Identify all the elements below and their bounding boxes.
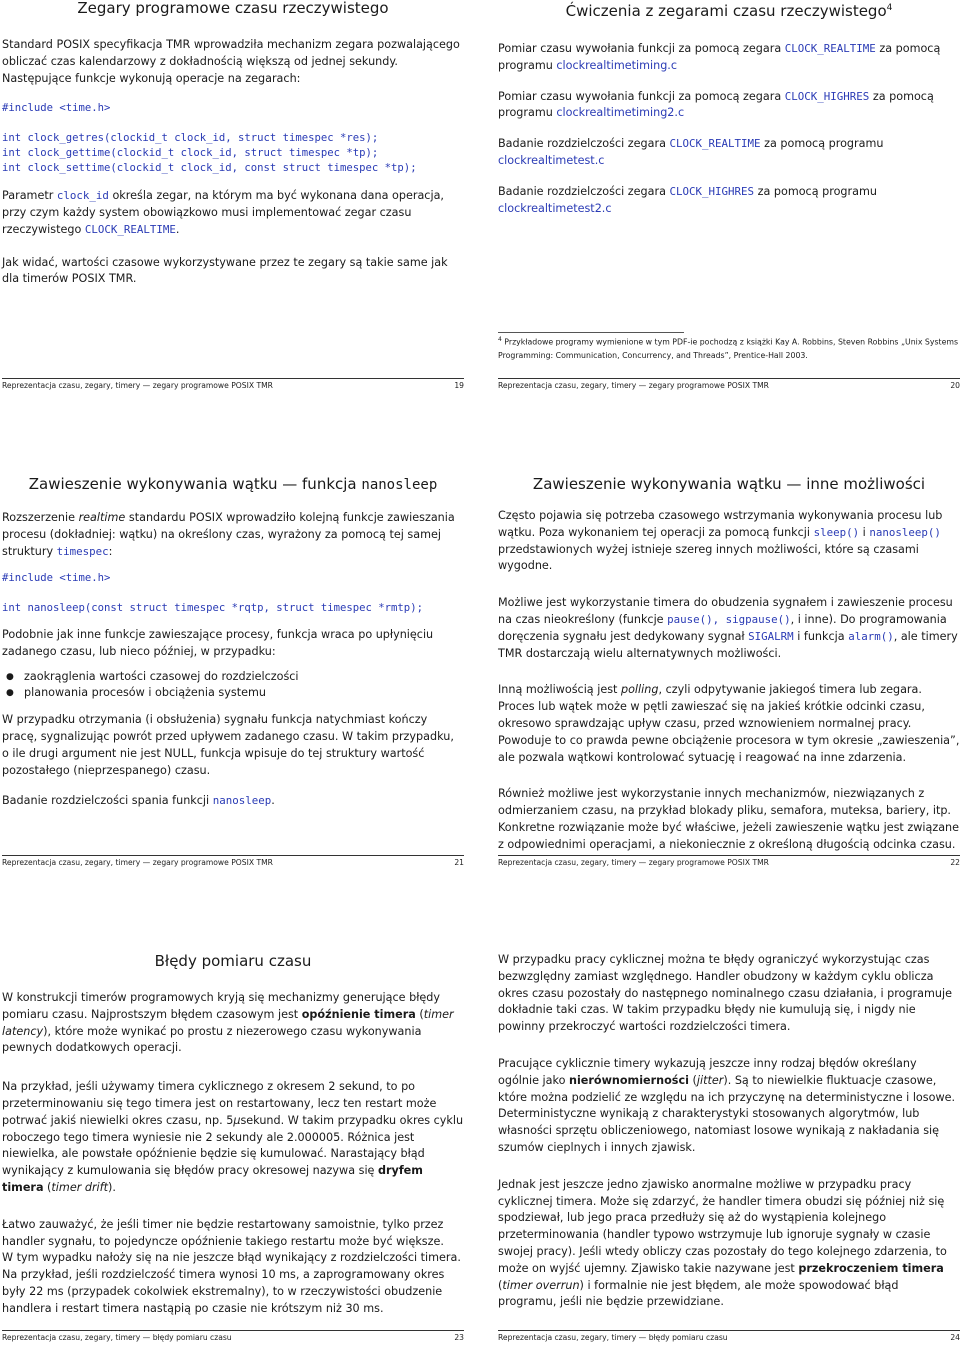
paragraph: Parametr clock_id określa zegar, na którym ma być wykonana dana operacja, przy czym każdy system obowiązkowo musi implementować zegar czasu rzeczywistego CLOCK_REALTIME. — [2, 189, 444, 236]
slide-23 — [2, 952, 464, 1344]
code-include: #include <time.h> — [2, 572, 111, 585]
page-number: 22 — [950, 858, 960, 867]
exercise-text: za pomocą programu — [760, 137, 884, 151]
paragraph: Badanie rozdzielczości spania funkcji nanosleep. — [2, 794, 275, 808]
slide-title: Zawieszenie wykonywania wątku — funkcja nanosleep — [28, 475, 438, 493]
code-term: CLOCK_HIGHRES — [784, 89, 870, 103]
page-number: 20 — [950, 381, 960, 390]
slide-21 — [2, 475, 464, 867]
paragraph: W konstrukcji timerów programowych kryją się mechanizmy generujące błędy pomiaru czasu. Najprostszym błędem czasowym jest opóźnienie timera (timer latency), które może wynikać po prostu z niezerowego czasu wykonywania pewnych dodatkowych operacji. — [2, 991, 454, 1055]
code-term: clock_id — [56, 189, 109, 203]
paragraph: Możliwe jest wykorzystanie timera do obudzenia sygnałem i zawieszenie procesu na czas nieokreślony (funkcje pause(), sigpause(), i inne). Do programowania doręczenia sygnału jest dedykowany sygnał SIGALRM i funkcja alarm(), ale timery TMR dostarczają wielu alternatywnych możliwości. — [498, 596, 958, 660]
code-prototypes: int clock_getres(clockid_t clock_id, struct timespec *res); int clock_gettime(clockid_t clock_id, struct timespec *tp); int clock_settime(clockid_t clock_id, const struct timespec *tp); — [2, 132, 417, 175]
code-term: sleep() — [813, 525, 860, 539]
slide-footer — [2, 378, 464, 390]
page-number: 19 — [454, 381, 464, 390]
slide-footer — [498, 378, 960, 390]
program-link[interactable]: clockrealtimetest.c — [498, 153, 605, 167]
paragraph: Na przykład, jeśli rozdzielczość timera wynosi 10 ms, a zaprogramowany okres były 22 ms (przypadek cokolwiek ekstremalny), to w rzeczywistości obudzenie handlera i restart timera nastąpią po czasie nie krótszym niż 30 ms. — [2, 1268, 445, 1315]
slide-footer — [2, 855, 464, 867]
slide-22 — [498, 475, 960, 867]
paragraph: Standard POSIX specyfikacja TMR wprowadziła mechanizm zegara pozwalającego obliczać czas kalendarzowy z dokładnością większą od jednej sekundy. Następujące funkcje wykonują operacje na zegarach: — [2, 38, 460, 85]
list-item: ● planowania procesów i obciążenia systemu — [24, 685, 464, 702]
exercise-text: Pomiar czasu wywołania funkcji za pomocą zegara — [498, 89, 785, 103]
slide-24 — [498, 952, 960, 1344]
bullet-list — [2, 669, 464, 703]
page-number: 21 — [454, 858, 464, 867]
exercise-item — [498, 184, 960, 218]
paragraph: Podobnie jak inne funkcje zawieszające procesy, funkcja wraca po upłynięciu zadanego czasu, lub nieco później, w przypadku: — [2, 627, 434, 658]
code-prototype: int nanosleep(const struct timespec *rqtp, struct timespec *rmtp); — [2, 602, 423, 615]
slide-title: Zawieszenie wykonywania wątku — inne możliwości — [532, 475, 926, 493]
code-term: CLOCK_REALTIME — [84, 222, 176, 236]
exercise-item — [498, 89, 960, 123]
exercise-text: Badanie rozdzielczości zegara — [498, 137, 670, 151]
slide-19 — [2, 0, 464, 392]
code-term: nanosleep() — [869, 525, 941, 539]
exercise-text: Badanie rozdzielczości zegara — [498, 184, 670, 198]
footer-text: Reprezentacja czasu, zegary, timery — błędy pomiaru czasu — [498, 1333, 728, 1342]
list-item: ● zaokrąglenia wartości czasowej do rozdzielczości — [24, 669, 464, 686]
footnote: $^4$ Przykładowe programy wymienione w tym PDF-ie pochodzą z książki Kay A. Robbins, Steven Robbins „Unix Systems Programming: Communication, Concurrency, and Threads”, Prentice-Hall 2003. — [498, 336, 959, 360]
exercise-text: za pomocą programu — [498, 42, 941, 72]
paragraph: Łatwo zauważyć, że jeśli timer nie będzie restartowany samoistnie, tylko przez handler sygnału, to pojedyncze opóźnienie takiego restartu może być większe. — [2, 1217, 444, 1248]
exercise-text: za pomocą programu — [498, 89, 934, 120]
exercise-text: za pomocą programu — [754, 184, 877, 198]
paragraph: W przypadku pracy cyklicznej można te błędy ograniczyć wykorzystując czas bezwzględny zamiast względnego. Handler obudzony w każdym cyklu oblicza okres czasu pozostały do następnego nominalnego czasu działania, i programuje dokładnie taki czas. W takim przypadku błędy nie kumulują się, i nigdy nie powinny przekroczyć wartości rozdzielczości timera. — [498, 953, 952, 1034]
slide-title: Błędy pomiaru czasu — [154, 952, 312, 970]
paragraph: Jednak jest jeszcze jedno zjawisko anormalne możliwe w przypadku pracy cyklicznej timera. Może się zdarzyć, że handler timera obudzi się później niż się spodziewał, lub jego praca przedłuży się aż do wystąpienia kolejnego przeterminowania (handler typowo wstrzymuje lub ignoruje sygnały w czasie swojej pracy). Jeśli wtedy obliczy czas pozostały do tego kolejnego zdarzenia, to może on wyjść ujemny. Zjawisko takie nazywane jest przekroczeniem timera (timer overrun) i formalnie nie jest błędem, ale może spowodować błąd programu, jeśli nie będzie przewidziane. — [498, 1177, 947, 1309]
exercise-item — [498, 41, 960, 75]
slide-title: Ćwiczenia z zegarami czasu rzeczywistego$^4$ — [565, 2, 893, 20]
code-term: CLOCK_REALTIME — [669, 137, 761, 151]
slide-footer — [498, 855, 960, 867]
code-term: SIGALRM — [748, 629, 794, 643]
exercise-text: Pomiar czasu wywołania funkcji za pomocą zegara — [498, 42, 785, 55]
code-term: timespec — [56, 544, 109, 558]
paragraph: Na przykład, jeśli używamy timera cyklicznego z okresem 2 sekund, to po przeterminowaniu się tego timera jest on restartowany, lecz ten restart może potrwać jakiś niewielki okres czasu, np. 5μsekund. W takim przypadku okres cyklu roboczego tego timera wyniesie nie 2 sekundy ale 2.000005. Różnica jest niewielka, ale powstałe opóźnienie będzie się kumulować. Narastający błąd wynikający z kumulowania się błędów pracy okresowej nazywa się dryfem timera (timer drift). — [2, 1080, 464, 1194]
slide-title: Zegary programowe czasu rzeczywistego — [77, 0, 389, 17]
footer-text: Reprezentacja czasu, zegary, timery — zegary programowe POSIX TMR — [498, 381, 769, 390]
paragraph: Inną możliwością jest polling, czyli odpytywanie jakiegoś timera lub zegara. Proces lub wątek może w pętli zawieszać się na jakieś krótkie odcinki czasu, okresowo sprawdzając upływ czasu, przed wznowieniem normalnej pracy. Powoduje to co prawda pewne obciążenie procesora w tym okresie „zawieszenia”, ale pozwala wątkowi kontrolować sytuację i reagować na inne zdarzenia. — [498, 683, 960, 764]
paragraph: Jak widać, wartości czasowe wykorzystywane przez te zegary są takie same jak dla timerów POSIX TMR. — [2, 255, 448, 286]
footer-text: Reprezentacja czasu, zegary, timery — błędy pomiaru czasu — [2, 1333, 232, 1342]
page-number: 24 — [950, 1333, 960, 1342]
code-term: CLOCK_REALTIME — [784, 42, 876, 55]
footer-text: Reprezentacja czasu, zegary, timery — zegary programowe POSIX TMR — [498, 858, 769, 867]
paragraph: W przypadku otrzymania (i obsłużenia) sygnału funkcja natychmiast kończy pracę, sygnalizując powrót przed upływem zadanego czasu. W takim przypadku, o ile drugi argument nie jest NULL, funkcja wpisuje do tej struktury wartość pozostałego (nieprzespanego) czasu. — [2, 713, 454, 777]
exercise-item — [498, 136, 960, 170]
program-link[interactable]: clockrealtimetiming2.c — [556, 106, 685, 120]
code-term: nanosleep — [212, 794, 272, 808]
slide-footer — [498, 1330, 960, 1342]
paragraph: Również możliwe jest wykorzystanie innych mechanizmów, niezwiązanych z odmierzaniem czasu, na przykład blokady pliku, semafora, muteksa, bariery, itp. Konkretne rozwiązanie może być właściwe, jeżeli zawieszenie wątku jest związane z odpowiednimi operacjami, a niekoniecznie z określoną długością odcinka czasu. — [498, 787, 960, 851]
footer-text: Reprezentacja czasu, zegary, timery — zegary programowe POSIX TMR — [2, 381, 273, 390]
paragraph: W tym wypadku nałoży się na nie jeszcze błąd wynikający z rozdzielczości timera. — [2, 1251, 461, 1265]
slide-footer — [2, 1330, 464, 1342]
code-term: CLOCK_HIGHRES — [669, 184, 755, 198]
code-include: #include <time.h> — [2, 102, 111, 115]
code-term: pause(), sigpause() — [667, 612, 791, 626]
paragraph: Pracujące cyklicznie timery wykazują jeszcze inny rodzaj błędów określany ogólnie jako nierównomierności (jitter). Są to niewielkie fluktuacje czasowe, które można podzielić ze względu na ich przyczynę na deterministyczne i losowe. Deterministyczne wynikają z charakterystyki stosowanych algorytmów, lub własności sprzętu obliczeniowego, natomiast losowe wynikają z nakładania się szumów cieplnych i innych zjawisk. — [498, 1056, 956, 1154]
program-link[interactable]: clockrealtimetiming.c — [556, 58, 678, 72]
page-number: 23 — [454, 1333, 464, 1342]
paragraph: Rozszerzenie realtime standardu POSIX wprowadziło kolejną funkcje zawieszania procesu (dokładniej: wątku) na określony czas, wyrażony za pomocą tej samej struktury timespec: — [2, 511, 455, 558]
footnote-ref: 4 — [886, 3, 893, 13]
slide-20 — [498, 0, 960, 392]
footer-text: Reprezentacja czasu, zegary, timery — zegary programowe POSIX TMR — [2, 858, 273, 867]
paragraph: Często pojawia się potrzeba czasowego wstrzymania wykonywania procesu lub wątku. Poza wykonaniem tej operacji za pomocą funkcji sleep() i nanosleep() przedstawionych wyżej istnieje szereg innych możliwości, które są czasami wygodne. — [498, 509, 943, 573]
code-term: alarm() — [848, 629, 894, 643]
program-link[interactable]: clockrealtimetest2.c — [498, 201, 612, 215]
